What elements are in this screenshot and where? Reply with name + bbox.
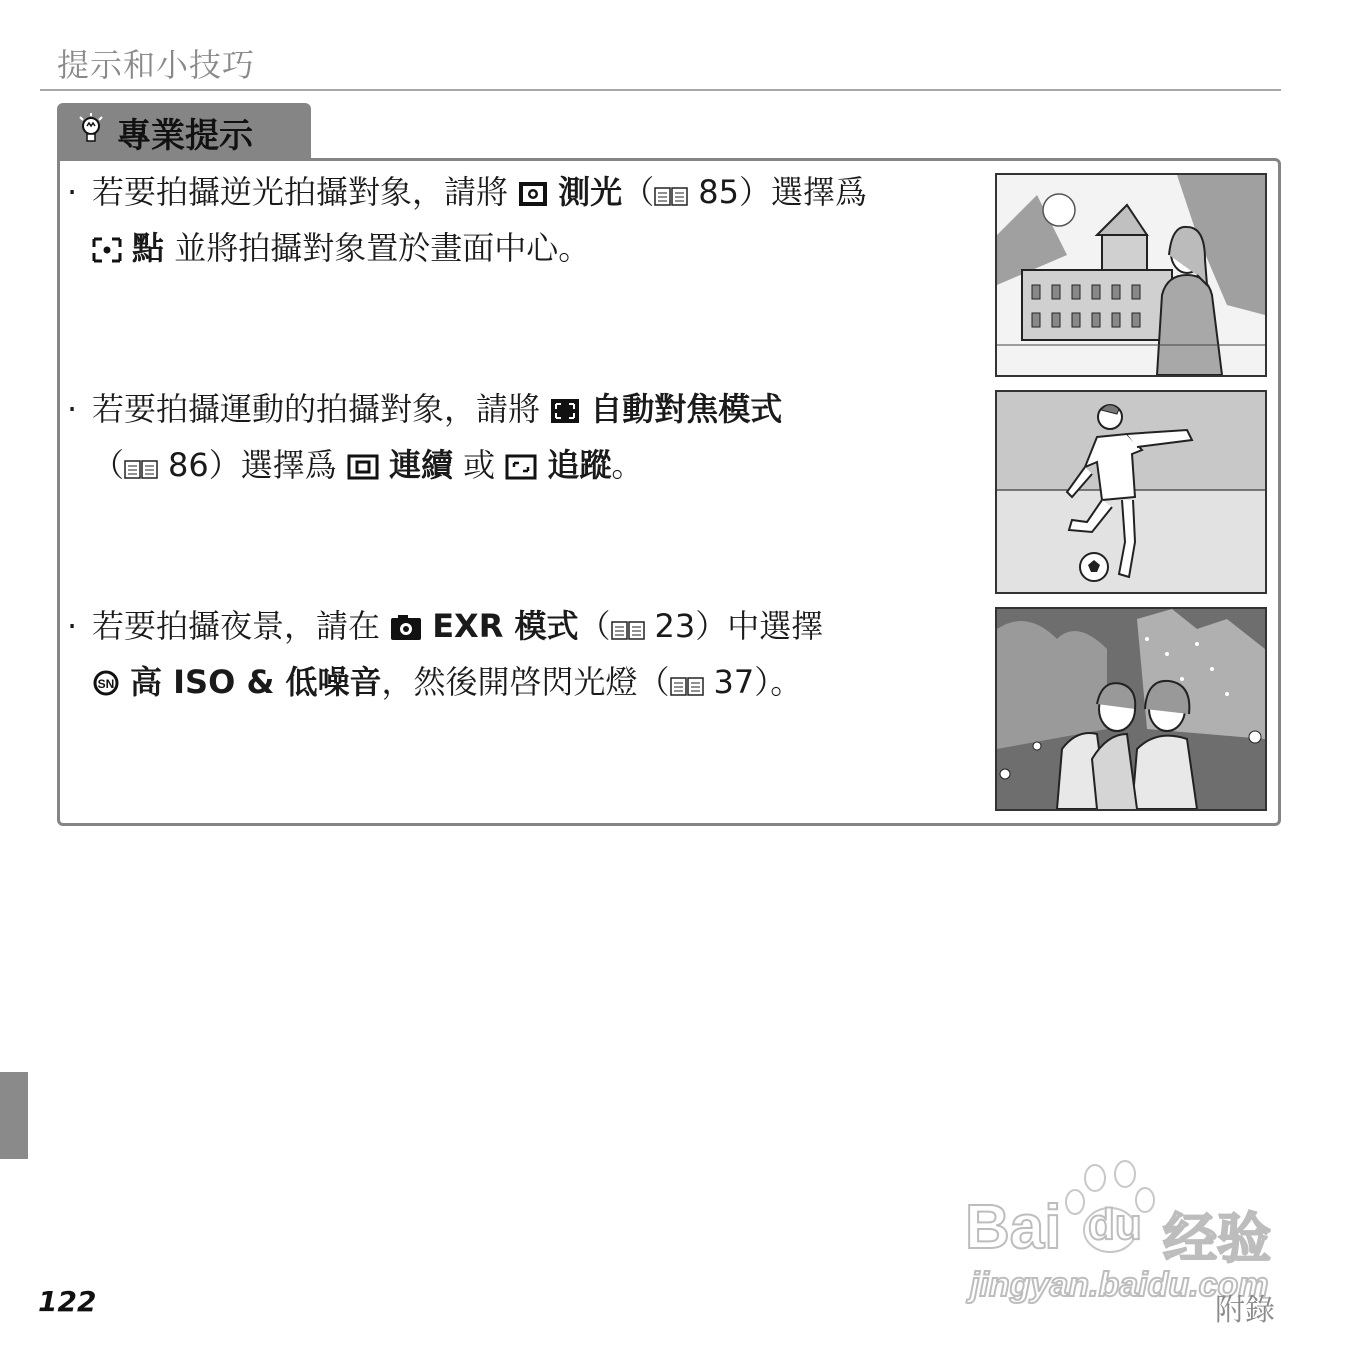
book-icon (654, 170, 688, 222)
watermark-product: 经验 (1163, 1209, 1271, 1269)
watermark-brand: Bai (965, 1193, 1062, 1262)
book-icon (124, 443, 158, 495)
tip-1-line-2: 點 並將拍攝對象置於畫面中心。 (67, 222, 967, 278)
tip-2-line-2: （ 86）選擇爲 連續 或 追蹤。 (67, 439, 967, 495)
lightbulb-icon (77, 113, 105, 151)
metering-icon (518, 170, 548, 222)
book-icon (611, 604, 645, 656)
exr-mode-icon (390, 604, 422, 656)
watermark-brand-2: du (1088, 1200, 1142, 1249)
tips-title: 專業提示 (117, 115, 253, 156)
af-continuous-icon (347, 443, 379, 495)
tip-2-line-1: 若要拍攝運動的拍攝對象，請將 自動對焦模式 (67, 383, 967, 439)
header-divider (40, 89, 1281, 91)
bullet: · (67, 173, 78, 211)
bullet: · (67, 607, 78, 645)
chapter-label: 附錄 (1215, 1293, 1275, 1328)
chapter-side-tab (0, 1072, 28, 1159)
svg-text:SN: SN (97, 677, 115, 691)
af-tracking-icon (505, 443, 537, 495)
book-icon (670, 660, 704, 712)
tip-2 (67, 383, 967, 495)
spot-metering-icon (92, 226, 122, 278)
tip-3 (67, 600, 967, 712)
af-mode-icon (550, 387, 580, 439)
watermark-url: jingyan.baidu.com (970, 1266, 1269, 1304)
tip-3-line-1: 若要拍攝夜景，請在 EXR 模式（ 23）中選擇 (67, 600, 967, 656)
page-number: 122 (38, 1285, 97, 1318)
night-portrait-illustration (995, 607, 1267, 811)
tip-3-line-2: SN 高 ISO & 低噪音，然後開啓閃光燈（ 37）。 (67, 656, 967, 712)
soccer-player-illustration (995, 390, 1267, 594)
tip-1-line-1: 若要拍攝逆光拍攝對象，請將 測光（ 85）選擇爲 (67, 166, 967, 222)
tips-tab (57, 103, 311, 161)
bullet: · (67, 390, 78, 428)
section-title: 提示和小技巧 (57, 46, 256, 84)
high-iso-low-noise-icon (92, 660, 120, 712)
tip-1 (67, 166, 967, 278)
backlit-portrait-illustration (995, 173, 1267, 377)
